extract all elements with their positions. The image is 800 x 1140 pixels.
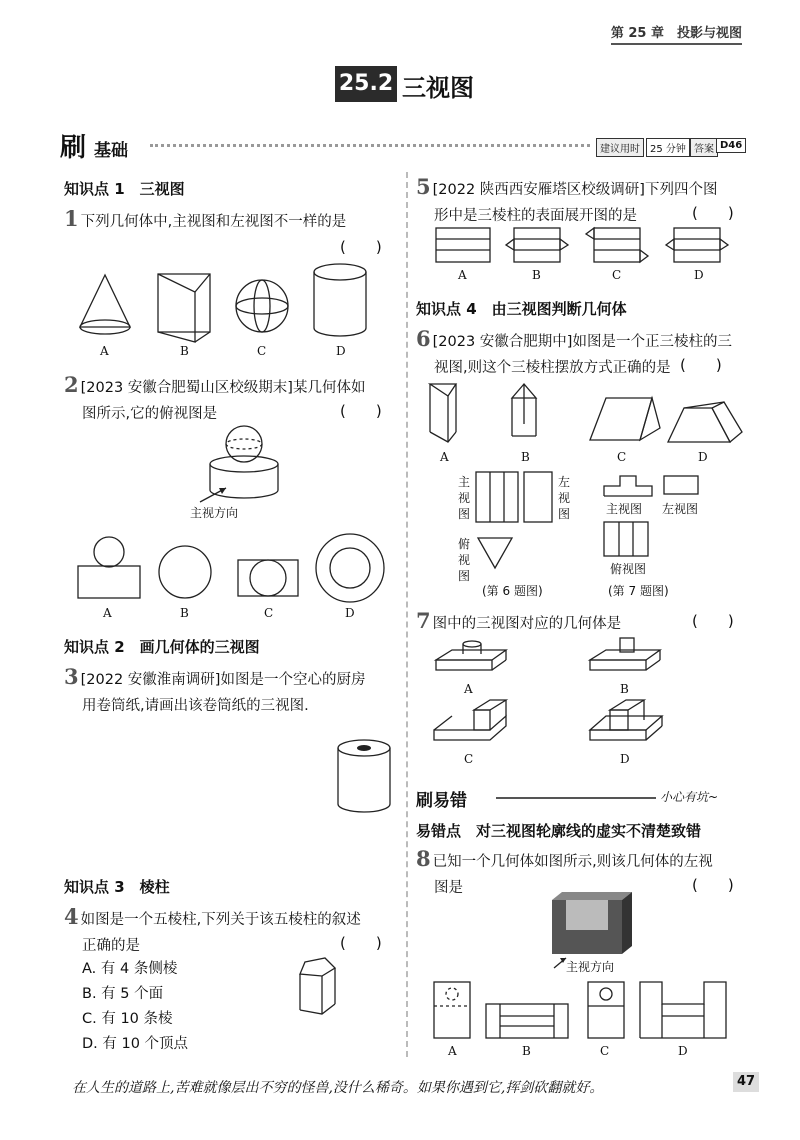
q6-option-c: C	[617, 450, 627, 464]
q7-top-view-label: 俯视图	[610, 562, 647, 576]
q7-option-d: D	[620, 752, 630, 766]
q5-option-c: C	[612, 268, 622, 282]
brand-sub: 基础	[94, 141, 128, 161]
q7-option-b: B	[620, 682, 629, 696]
q5-number: 5	[416, 174, 431, 199]
q1-number: 1	[64, 206, 79, 231]
q5-text2: 形中是三棱柱的表面展开图的是	[434, 208, 637, 224]
brand-mark: 刷	[60, 133, 87, 163]
q6-option-d: D	[698, 450, 708, 464]
q8-answer-blank: ( )	[692, 876, 734, 894]
q1-option-d: D	[336, 344, 346, 358]
q2-text2: 图所示,它的俯视图是	[82, 406, 218, 422]
q6-text1: [2023 安徽合肥期中]如图是一个正三棱柱的三	[432, 334, 732, 350]
q1-option-b: B	[180, 344, 189, 358]
q1-text: 下列几何体中,主视图和左视图不一样的是	[80, 214, 347, 230]
q2-text1: [2023 安徽合肥蜀山区校级期末]某几何体如	[80, 380, 366, 396]
kp1-title: 知识点 1 三视图	[64, 180, 185, 198]
time-value: 25 分钟	[646, 138, 690, 157]
q7-number: 7	[416, 608, 431, 633]
q4-text1: 如图是一个五棱柱,下列关于该五棱柱的叙述	[80, 912, 361, 928]
q1-option-a: A	[100, 344, 109, 358]
section-number: 25.2	[335, 66, 397, 102]
q6-text2: 视图,则这个三棱柱摆放方式正确的是	[434, 360, 671, 376]
section-title: 三视图	[402, 74, 474, 102]
error-brand: 刷易错	[416, 791, 467, 811]
answer-label: 答案	[690, 138, 718, 157]
q8-number: 8	[416, 846, 431, 871]
q7-text: 图中的三视图对应的几何体是	[432, 616, 622, 632]
q7-option-c: C	[464, 752, 474, 766]
q4-choice-b: B. 有 5 个面	[82, 986, 164, 1002]
q4-text2: 正确的是	[82, 938, 140, 954]
q4-choice-d: D. 有 10 个顶点	[82, 1036, 189, 1052]
q3-number: 3	[64, 664, 79, 689]
page-number: 47	[733, 1072, 759, 1092]
kp2-title: 知识点 2 画几何体的三视图	[64, 638, 260, 656]
q7-left-view-label: 左视图	[662, 502, 699, 516]
q2-option-b: B	[180, 606, 189, 620]
kp4-title: 知识点 4 由三视图判断几何体	[416, 300, 627, 318]
q3-text2: 用卷筒纸,请画出该卷筒纸的三视图.	[82, 698, 309, 714]
q8-text1: 已知一个几何体如图所示,则该几何体的左视	[432, 854, 713, 870]
kp3-title: 知识点 3 棱柱	[64, 878, 170, 896]
chapter-header: 第 25 章 投影与视图	[611, 22, 742, 45]
q5-option-a: A	[458, 268, 467, 282]
time-label: 建议用时	[596, 138, 644, 157]
q1-option-c: C	[257, 344, 267, 358]
q8-direction-label: 主视方向	[566, 960, 615, 974]
q4-choice-c: C. 有 10 条棱	[82, 1011, 173, 1027]
q6-number: 6	[416, 326, 431, 351]
q3-text1: [2022 安徽淮南调研]如图是一个空心的厨房	[80, 672, 366, 688]
q4-answer-blank: ( )	[340, 934, 382, 952]
answer-page: D46	[716, 138, 746, 153]
q2-option-c: C	[264, 606, 274, 620]
q2-option-a: A	[103, 606, 112, 620]
q8-text2: 图是	[434, 880, 463, 896]
q2-option-d: D	[345, 606, 355, 620]
q7-caption: (第 7 题图)	[608, 584, 669, 598]
q8-option-b: B	[522, 1044, 531, 1058]
q1-answer-blank: ( )	[340, 238, 382, 256]
q6-left-view-label: 左视图	[558, 475, 571, 521]
q6-front-view-label: 主视图	[458, 475, 471, 521]
q2-number: 2	[64, 372, 79, 397]
q6-option-b: B	[521, 450, 530, 464]
q7-option-a: A	[464, 682, 473, 696]
q4-choice-a: A. 有 4 条侧棱	[82, 961, 178, 977]
footer-quote: 在人生的道路上,苦难就像层出不穷的怪兽,没什么稀奇。如果你遇到它,挥剑砍翻就好。	[72, 1080, 604, 1096]
q7-answer-blank: ( )	[692, 612, 734, 630]
q8-option-c: C	[600, 1044, 610, 1058]
error-note: 小心有坑~	[660, 790, 719, 804]
q8-option-a: A	[448, 1044, 457, 1058]
q6-option-a: A	[440, 450, 449, 464]
q6-caption: (第 6 题图)	[482, 584, 543, 598]
q2-direction-label: 主视方向	[190, 506, 239, 520]
q8-option-d: D	[678, 1044, 688, 1058]
q5-text1: [2022 陕西西安雁塔区校级调研]下列四个图	[432, 182, 718, 198]
q2-answer-blank: ( )	[340, 402, 382, 420]
q4-number: 4	[64, 904, 79, 929]
q6-top-view-label: 俯视图	[458, 537, 471, 583]
q5-answer-blank: ( )	[692, 204, 734, 222]
q7-front-view-label: 主视图	[606, 502, 643, 516]
q5-option-d: D	[694, 268, 704, 282]
q5-option-b: B	[532, 268, 541, 282]
error-title: 易错点 对三视图轮廓线的虚实不清楚致错	[416, 822, 702, 840]
q6-answer-blank: ( )	[680, 356, 722, 374]
